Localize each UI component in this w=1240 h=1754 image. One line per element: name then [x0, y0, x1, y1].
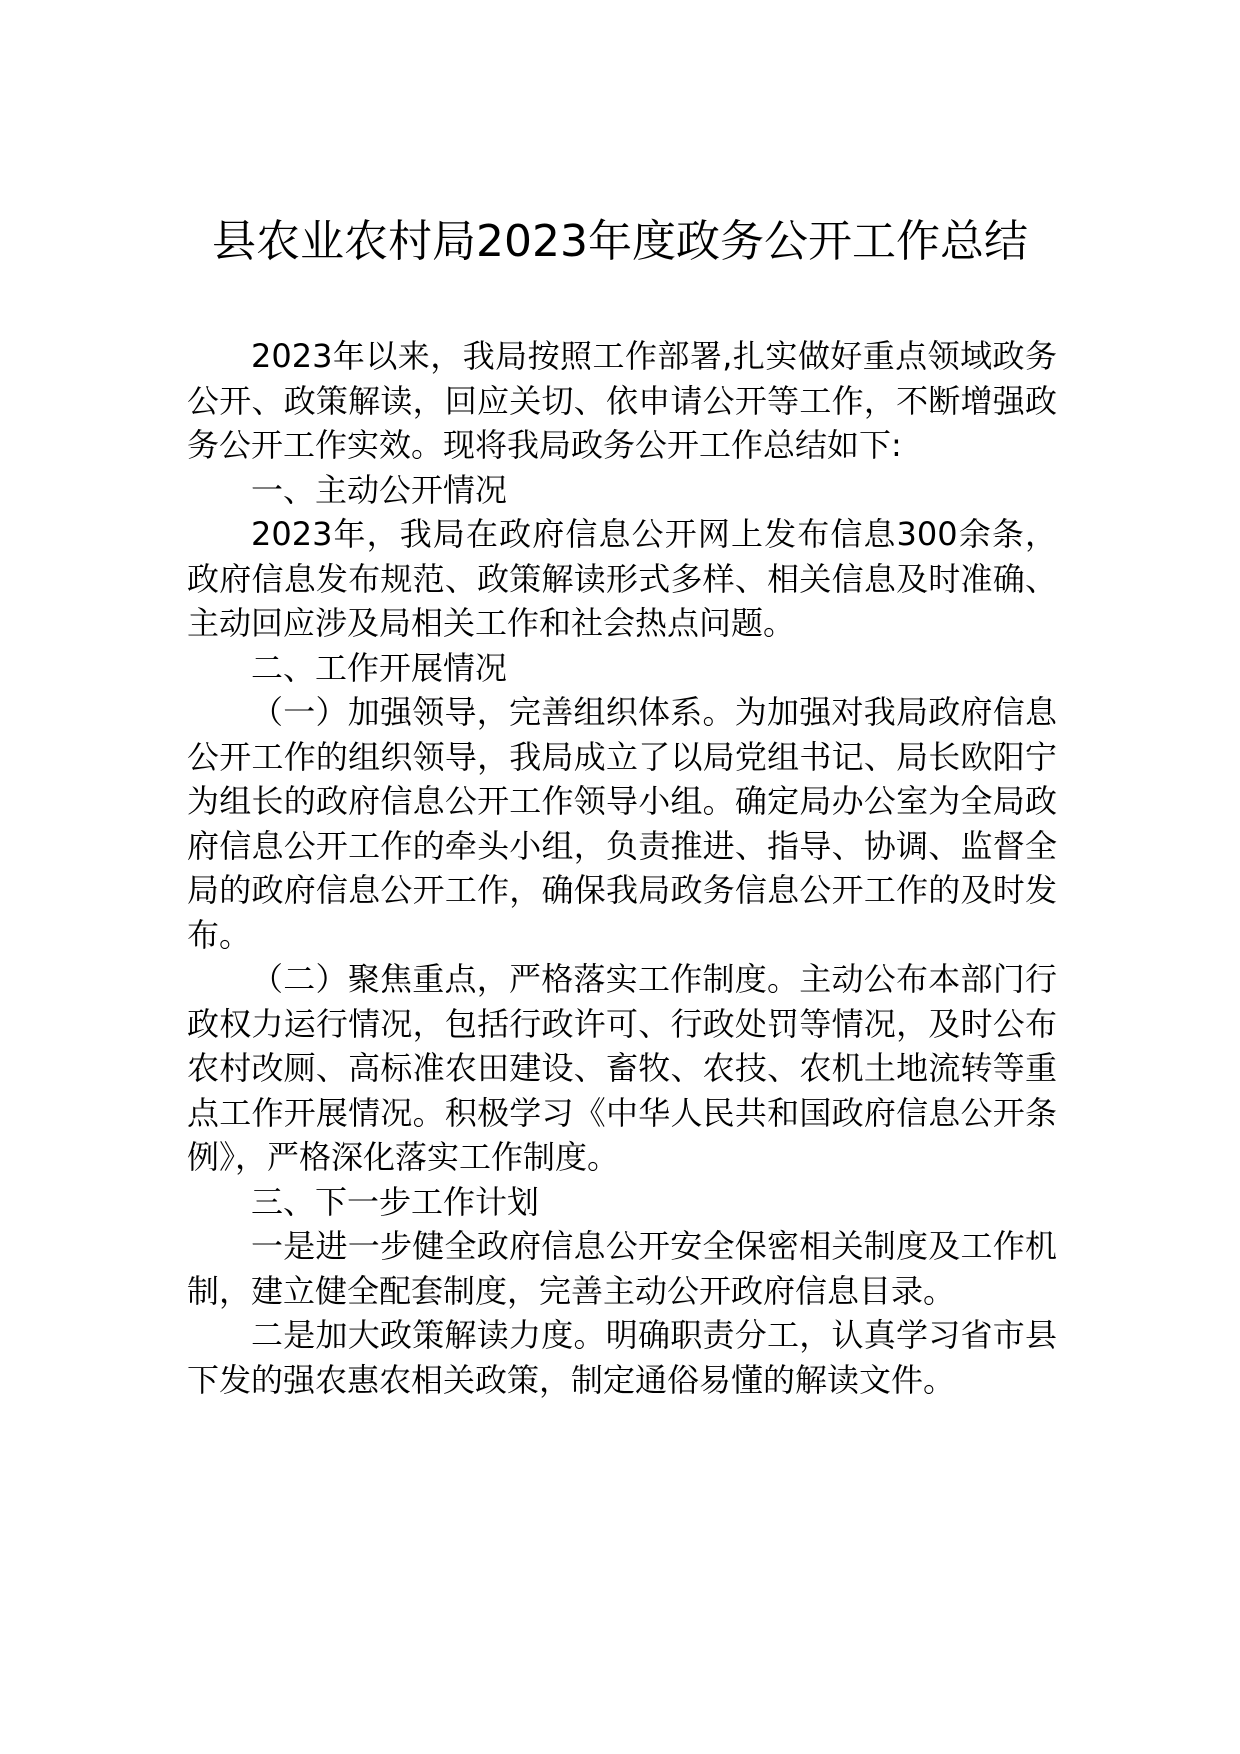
- plan-item-1-paragraph: 一是进一步健全政府信息公开安全保密相关制度及工作机制，建立健全配套制度，完善主动公开政府信息目录。: [187, 1227, 1057, 1310]
- section-heading-2: 二、工作开展情况: [251, 648, 508, 687]
- section-1-paragraph: 2023年，我局在政府信息公开网上发布信息300余条，政府信息发布规范、政策解读形式多样、相关信息及时准确、主动回应涉及局相关工作和社会热点问题。: [187, 515, 1057, 642]
- plan-item-2-paragraph: 二是加大政策解读力度。明确职责分工，认真学习省市县下发的强农惠农相关政策，制定通俗易懂的解读文件。: [187, 1316, 1057, 1399]
- section-heading-1: 一、主动公开情况: [251, 470, 508, 509]
- section-heading-3: 三、下一步工作计划: [251, 1182, 540, 1221]
- section-2-item-1-paragraph: （一）加强领导，完善组织体系。为加强对我局政府信息公开工作的组织领导，我局成立了以局党组书记、局长欧阳宁为组长的政府信息公开工作领导小组。确定局办公室为全局政府信息公开工作的牵头小组，负责推进、指导、协调、监督全局的政府信息公开工作，确保我局政务信息公开工作的及时发布。: [187, 693, 1057, 954]
- intro-paragraph: 2023年以来，我局按照工作部署,扎实做好重点领域政务公开、政策解读，回应关切、依申请公开等工作，不断增强政务公开工作实效。现将我局政务公开工作总结如下:: [187, 337, 1057, 464]
- document-title: 县农业农村局2023年度政务公开工作总结: [212, 216, 1028, 267]
- section-2-item-2-paragraph: （二）聚焦重点，严格落实工作制度。主动公布本部门行政权力运行情况，包括行政许可、行政处罚等情况，及时公布农村改厕、高标准农田建设、畜牧、农技、农机土地流转等重点工作开展情况。积极学习《中华人民共和国政府信息公开条例》，严格深化落实工作制度。: [187, 960, 1057, 1176]
- document-body: [187, 334, 1057, 1402]
